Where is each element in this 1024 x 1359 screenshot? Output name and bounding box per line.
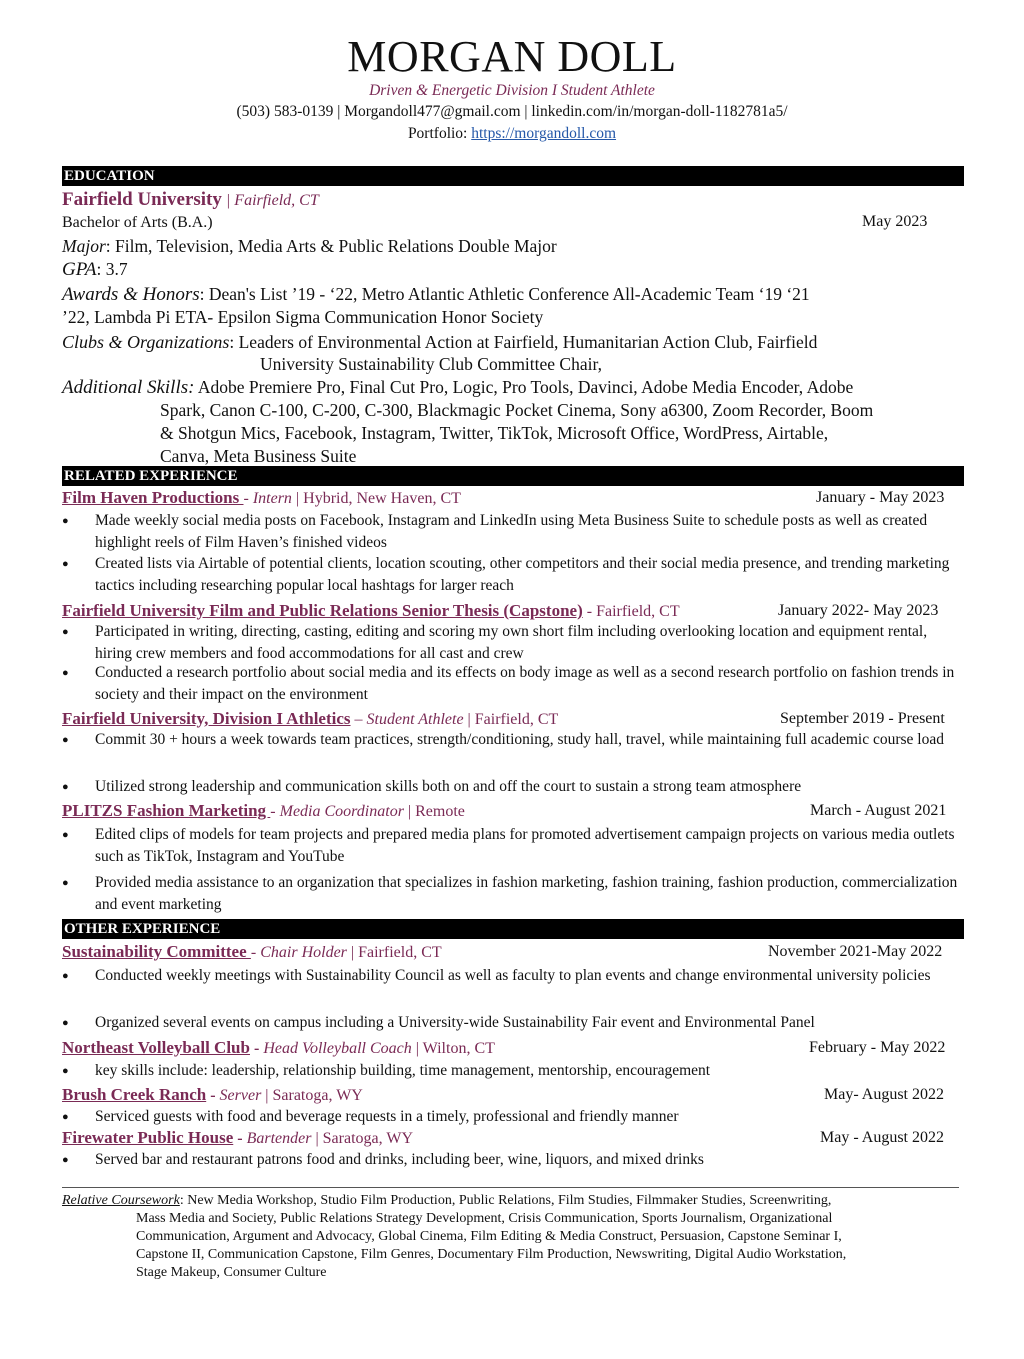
job-role: Bartender xyxy=(246,1130,312,1147)
bullet-text: Edited clips of models for team projects and prepared media plans for promoted advertisement campaign projects on various media outlets such as TikTok, Instagram and YouTube xyxy=(95,826,955,865)
skills-text-1: Adobe Premiere Pro, Final Cut Pro, Logic, Pro Tools, Davinci, Adobe Media Encoder, Adobe xyxy=(194,377,854,397)
job-org: Fairfield University, Division I Athletics xyxy=(62,709,351,728)
candidate-name: MORGAN DOLL xyxy=(347,32,677,81)
job-location: | Hybrid, New Haven, CT xyxy=(291,490,461,507)
clubs-text-2: University Sustainability Club Committee Chair, xyxy=(260,354,602,374)
job-date: September 2019 - Present xyxy=(780,710,945,727)
clubs-label: Clubs & Organizations xyxy=(62,332,230,352)
skills-text-2: Spark, Canon C-100, C-200, C-300, Blackmagic Pocket Cinema, Sony a6300, Zoom Recorder, Boom xyxy=(160,400,874,420)
gpa-value: : 3.7 xyxy=(96,259,128,279)
job-org: PLITZS Fashion Marketing xyxy=(62,801,271,820)
skills-line-1 xyxy=(62,376,853,399)
coursework-line-3: Communication, Argument and Advocacy, Global Cinema, Film Editing & Media Construct, Persuasion, Capstone Seminar I, xyxy=(136,1229,842,1244)
major-line xyxy=(62,235,557,257)
job-header-plitzs xyxy=(62,800,465,823)
list-item xyxy=(62,965,957,1009)
job-date: May - August 2022 xyxy=(820,1129,944,1146)
contact-line: (503) 583-0139 | Morgandoll477@gmail.com | linkedin.com/in/morgan-doll-1182781a5/ xyxy=(236,103,788,120)
job-sep: - xyxy=(206,1087,220,1104)
bullet-text: Utilized strong leadership and communication skills both on and off the court to sustain a strong team atmosphere xyxy=(95,778,802,795)
job-date: February - May 2022 xyxy=(809,1039,946,1056)
job-header-film-haven xyxy=(62,487,461,510)
bullet-text: Conducted weekly meetings with Sustainability Council as well as faculty to plan events and change environmental university policies xyxy=(95,967,931,984)
job-org: Fairfield University Film and Public Relations Senior Thesis (Capstone) xyxy=(62,601,583,620)
job-header-athletics xyxy=(62,708,558,731)
degree: Bachelor of Arts (B.A.) xyxy=(62,214,213,231)
bullet-icon: ● xyxy=(62,970,69,982)
portfolio-label: Portfolio: xyxy=(407,125,472,142)
coursework-block xyxy=(62,1192,962,1282)
list-item xyxy=(62,1012,957,1034)
list-item xyxy=(62,510,957,554)
job-date: November 2021-May 2022 xyxy=(768,943,943,960)
bullet-icon: ● xyxy=(62,1154,69,1166)
job-org: Sustainability Committee xyxy=(62,942,251,961)
bullet-text: Serviced guests with food and beverage requests in a timely, professional and friendly manner xyxy=(95,1108,679,1125)
job-role: Chair Holder xyxy=(260,944,347,961)
job-header-volleyball xyxy=(62,1037,495,1060)
job-date: March - August 2021 xyxy=(810,802,947,819)
bullet-icon: ● xyxy=(62,667,69,679)
list-item xyxy=(62,872,957,916)
major-text: : Film, Television, Media Arts & Public Relations Double Major xyxy=(105,236,557,256)
gpa-line xyxy=(62,258,128,281)
bullet-icon: ● xyxy=(62,1017,69,1029)
job-location: Fairfield, CT xyxy=(596,603,680,620)
awards-text-1: : Dean's List ’19 - ‘22, Metro Atlantic Athletic Conference All-Academic Team ‘19 ‘21 xyxy=(199,284,810,304)
list-item xyxy=(62,1106,957,1128)
bullet-icon: ● xyxy=(62,1111,69,1123)
list-item xyxy=(62,1149,957,1171)
list-item xyxy=(62,662,957,706)
bullet-icon: ● xyxy=(62,877,69,889)
tagline: Driven & Energetic Division I Student Athlete xyxy=(369,82,655,99)
awards-label: Awards & Honors xyxy=(62,284,200,305)
job-sep: - xyxy=(249,1040,264,1057)
job-sep: - xyxy=(270,803,280,820)
job-org: Firewater Public House xyxy=(62,1128,234,1147)
skills-label: Additional Skills: xyxy=(62,377,195,398)
job-role: Media Coordinator xyxy=(279,803,404,820)
education-school-line xyxy=(62,188,319,213)
bullet-icon: ● xyxy=(62,558,69,570)
job-role: Intern xyxy=(252,490,292,507)
bullet-icon: ● xyxy=(62,515,69,527)
list-item xyxy=(62,1060,957,1082)
portfolio-line xyxy=(0,124,1024,144)
bullet-text: Conducted a research portfolio about social media and its effects on body image as well as a second research portfolio on fashion trends in society and their impact on the environment xyxy=(95,664,955,703)
job-location: | Saratoga, WY xyxy=(261,1087,363,1104)
skills-text-3: & Shotgun Mics, Facebook, Instagram, Twitter, TikTok, Microsoft Office, WordPress, Airtable, xyxy=(160,423,829,443)
coursework-line-1: New Media Workshop, Studio Film Production, Public Relations, Film Studies, Filmmaker Studies, Screenwriting, xyxy=(187,1193,832,1208)
job-header-capstone xyxy=(62,600,680,623)
portfolio-link[interactable]: https://morgandoll.com xyxy=(471,125,617,142)
section-bar-education: EDUCATION xyxy=(62,166,964,186)
bullet-text: Commit 30 + hours a week towards team practices, strength/conditioning, study hall, travel, while maintaining full academic course load xyxy=(95,731,944,748)
divider xyxy=(62,1187,959,1188)
awards-line-1 xyxy=(62,283,810,306)
job-location: | Saratoga, WY xyxy=(311,1130,413,1147)
job-org: Brush Creek Ranch xyxy=(62,1085,207,1104)
list-item xyxy=(62,776,957,798)
school-location: | Fairfield, CT xyxy=(221,192,319,209)
bullet-icon: ● xyxy=(62,734,69,746)
job-location: | Remote xyxy=(403,803,465,820)
job-sep: - xyxy=(582,603,597,620)
coursework-line-5: Stage Makeup, Consumer Culture xyxy=(136,1265,327,1280)
awards-text-2: ’22, Lambda Pi ETA- Epsilon Sigma Communication Honor Society xyxy=(62,307,544,327)
job-header-sustainability xyxy=(62,941,442,964)
bullet-text: key skills include: leadership, relationship building, time management, mentorship, encouragement xyxy=(95,1062,711,1079)
graduation-date: May 2023 xyxy=(862,213,928,230)
bullet-text: Created lists via Airtable of potential clients, location scouting, other competitors and their social media presence, and trending marketing tactics including researching popular local hashtags for larger reach xyxy=(95,555,950,594)
list-item xyxy=(62,621,957,665)
job-org: Film Haven Productions xyxy=(62,488,244,507)
coursework-colon: : xyxy=(179,1193,188,1208)
clubs-line-1 xyxy=(62,331,817,353)
skills-text-4: Canva, Meta Business Suite xyxy=(160,446,357,466)
bullet-icon: ● xyxy=(62,829,69,841)
job-location: | Fairfield, CT xyxy=(346,944,442,961)
clubs-text-1: : Leaders of Environmental Action at Fairfield, Humanitarian Action Club, Fairfield xyxy=(229,332,818,352)
job-header-brush-creek xyxy=(62,1084,363,1107)
bullet-text: Provided media assistance to an organization that specializes in fashion marketing, fashion training, fashion production, commercialization and event marketing xyxy=(95,874,958,913)
job-location: | Fairfield, CT xyxy=(463,711,559,728)
job-role: Head Volleyball Coach xyxy=(263,1040,412,1057)
list-item xyxy=(62,824,957,868)
job-sep: - xyxy=(250,944,261,961)
bullet-text: Made weekly social media posts on Facebook, Instagram and LinkedIn using Meta Business Suite to schedule posts as well as created highlight reels of Film Haven’s finished videos xyxy=(95,512,928,551)
school-name: Fairfield University xyxy=(62,189,222,210)
bullet-icon: ● xyxy=(62,781,69,793)
job-date: January 2022- May 2023 xyxy=(778,602,939,619)
gpa-label: GPA xyxy=(62,259,97,280)
job-role: Student Athlete xyxy=(366,711,464,728)
coursework-line-4: Capstone II, Communication Capstone, Film Genres, Documentary Film Production, Newswriting, Digital Audio Workstation, xyxy=(136,1247,847,1262)
job-header-firewater xyxy=(62,1127,413,1150)
bullet-icon: ● xyxy=(62,1065,69,1077)
job-org: Northeast Volleyball Club xyxy=(62,1038,250,1057)
job-date: January - May 2023 xyxy=(816,489,945,506)
bullet-text: Organized several events on campus including a University-wide Sustainability Fair event and Environmental Panel xyxy=(95,1014,815,1031)
job-role: Server xyxy=(219,1087,262,1104)
bullet-icon: ● xyxy=(62,626,69,638)
job-date: May- August 2022 xyxy=(824,1086,944,1103)
bullet-text: Participated in writing, directing, casting, editing and scoring my own short film including overlooking location and equipment rental, hiring crew members and food accommodations for all cast and crew xyxy=(95,623,928,662)
job-location: | Wilton, CT xyxy=(411,1040,495,1057)
section-bar-related-experience: RELATED EXPERIENCE xyxy=(62,466,964,486)
job-sep: – xyxy=(350,711,367,728)
job-sep: - xyxy=(233,1130,247,1147)
major-label: Major xyxy=(62,236,106,256)
coursework-label: Relative Coursework xyxy=(62,1193,180,1208)
coursework-line-2: Mass Media and Society, Public Relations Strategy Development, Crisis Communication, Sports Journalism, Organizational xyxy=(136,1211,833,1226)
list-item xyxy=(62,729,957,773)
list-item xyxy=(62,553,957,597)
section-bar-other-experience: OTHER EXPERIENCE xyxy=(62,919,964,939)
bullet-text: Served bar and restaurant patrons food and drinks, including beer, wine, liquors, and mixed drinks xyxy=(95,1151,704,1168)
job-sep: - xyxy=(243,490,253,507)
